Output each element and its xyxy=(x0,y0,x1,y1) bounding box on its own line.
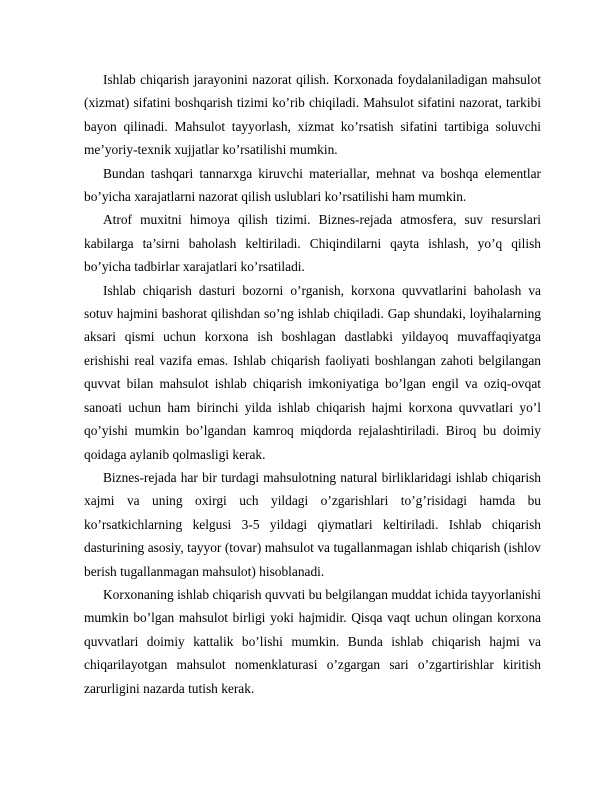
paragraph-cost-control: Bundan tashqari tannarxga kiruvchi materiallar, mehnat va boshqa elementlar bo’yicha xarajatlarni nazorat qilish uslublari ko’rsatilishi ham mumkin. xyxy=(84,165,541,205)
paragraph-production-program: Ishlab chiqarish dasturi bozorni o’rganish, korxona quvvatlarini baholash va sotuv hajmini bashorat qilishdan so’ng ishlab chiqiladi. Gap shundaki, loyihalarning aksari qismi uchun korxona ish boshlagan dastlabki yildayoq muvaffaqiyatga erishishi real vazifa emas. Ishlab chiqarish faoliyati boshlangan zahoti belgilangan quvvat bilan mahsulot ishlab chiqarish imkoniyatiga bo’lgan engil va oziq-ovqat sanoati uchun ham birinchi yilda ishlab chiqarish hajmi korxona quvvatlari yo’l qo’yishi mumkin bo’lgandan kamroq miqdorda rejalashtiriladi. Biroq bu doimiy qoidaga aylanib qolmasligi kerak. xyxy=(84,282,541,462)
document-body xyxy=(84,68,541,700)
paragraph-production-volume: Biznes-rejada har bir turdagi mahsulotning natural birliklaridagi ishlab chiqarish xajmi va uning oxirgi uch yildagi o’zgarishlari to’g’risidagi hamda bu ko’rsatkichlarning kelgusi 3-5 yildagi qiymatlari keltiriladi. Ishlab chiqarish dasturining asosiy, tayyor (tovar) mahsulot va tugallanmagan ishlab chiqarish (ishlov berish tugallanmagan mahsulot) hisoblanadi. xyxy=(84,469,541,579)
paragraph-production-capacity: Korxonaning ishlab chiqarish quvvati bu belgilangan muddat ichida tayyorlanishi mumkin bo’lgan mahsulot birligi yoki hajmidir. Qisqa vaqt uchun olingan korxona quvvatlari doimiy kattalik bo’lishi mumkin. Bunda ishlab chiqarish hajmi va chiqarilayotgan mahsulot nomenklaturasi o’zgargan sari o’zgartirishlar kiritish zarurligini nazarda tutish kerak. xyxy=(84,586,541,696)
paragraph-environment-protection: Atrof muxitni himoya qilish tizimi. Biznes-rejada atmosfera, suv resurslari kabilarga ta’sirni baholash keltiriladi. Chiqindilarni qayta ishlash, yo’q qilish bo’yicha tadbirlar xarajatlari ko’rsatiladi. xyxy=(84,212,541,275)
paragraph-quality-control: Ishlab chiqarish jarayonini nazorat qilish. Korxonada foydalaniladigan mahsulot (xizmat) sifatini boshqarish tizimi ko’rib chiqiladi. Mahsulot sifatini nazorat, tarkibi bayon qilinadi. Mahsulot tayyorlash, xizmat ko’rsatish sifatini tartibiga soluvchi me’yoriy-texnik xujjatlar ko’rsatilishi mumkin. xyxy=(84,72,541,158)
